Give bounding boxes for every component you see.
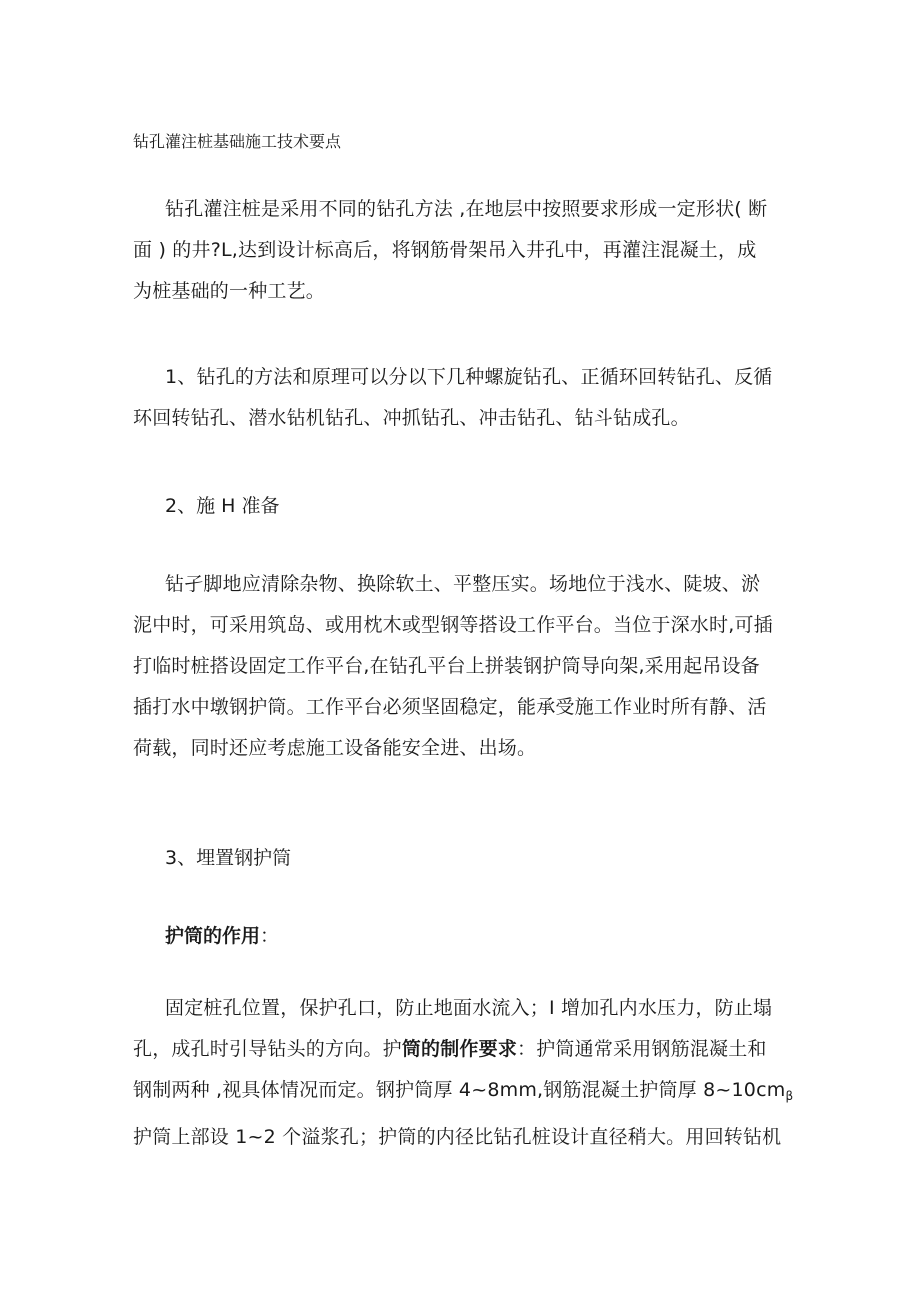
section-2-paragraph <box>133 564 803 769</box>
intro-paragraph <box>133 189 803 312</box>
paragraph-line: 为桩基础的一种工艺。 <box>133 280 326 302</box>
section-3-paragraph <box>133 988 803 1158</box>
paragraph-line: 护筒上部设 1~2 个溢浆孔；护筒的内径比钻孔桩设计直径稍大。用回转钻机 <box>133 1126 782 1148</box>
paragraph-line: 固定桩孔位置，保护孔口，防止地面水流入；I 增加孔内水压力，防止塌 <box>165 997 773 1019</box>
casing-requirements-bold: 筒的制作要求 <box>401 1038 518 1060</box>
paragraph-line <box>133 1029 803 1070</box>
line-text: 钢制两种 ,视具体情况而定。钢护筒厚 4~8mm,钢筋混凝土护筒厚 8~10cm <box>133 1079 786 1101</box>
paragraph-line <box>133 1070 803 1117</box>
paragraph-line: 1、钻孔的方法和原理可以分以下几种螺旋钻孔、正循环回转钻孔、反循 <box>165 366 773 388</box>
casing-function-subheading <box>165 916 279 957</box>
subscript-mark: β <box>785 1089 794 1103</box>
subheading-colon: ： <box>260 925 280 947</box>
paragraph-line: 环回转钻孔、潜水钻机钻孔、冲抓钻孔、冲击钻孔、钻斗钻成孔。 <box>133 407 690 429</box>
paragraph-line: 打临时桩搭设固定工作平台,在钻孔平台上拼装钢护筒导向架,采用起吊设备 <box>133 655 760 677</box>
paragraph-line: 插打水中墩钢护筒。工作平台必须坚固稳定，能承受施工作业时所有静、活 <box>133 696 767 718</box>
paragraph-line: 钻孑脚地应清除杂物、换除软土、平整压实。场地位于浅水、陡坡、淤 <box>165 573 761 595</box>
paragraph-line: 泥中时，可采用筑岛、或用枕木或型钢等搭设工作平台。当位于深水时,可插 <box>133 614 773 636</box>
paragraph-line: 面 ) 的井?L,达到设计标高后，将钢筋骨架吊入井孔中，再灌注混凝土，成 <box>133 239 757 261</box>
paragraph-line: 荷载，同时还应考虑施工设备能安全进、出场。 <box>133 737 537 759</box>
section-3-heading: 3、埋置钢护筒 <box>165 847 292 869</box>
section-1-paragraph <box>133 357 803 439</box>
paragraph-line: 钻孔灌注桩是采用不同的钻孔方法 ,在地层中按照要求形成一定形状( 断 <box>165 198 768 220</box>
line-text: ：护筒通常采用钢筋混凝土和 <box>517 1038 767 1060</box>
document-title: 钻孔灌注桩基础施工技术要点 <box>133 132 342 151</box>
line-text: 孔，成孔时引导钻头的方向。护 <box>133 1038 402 1060</box>
subheading-bold-text: 护筒的作用 <box>165 925 261 947</box>
section-2-heading: 2、施 H 准备 <box>165 495 280 517</box>
